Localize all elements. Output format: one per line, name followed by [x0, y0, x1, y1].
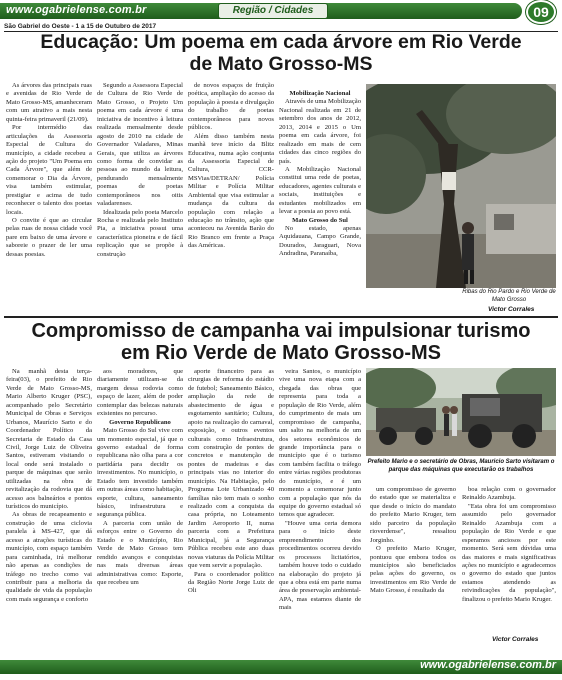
article1-column-3: [188, 82, 274, 314]
article2-column-4: [279, 368, 361, 650]
article2-photo-caption: Prefeito Mario e o secretário de Obras, Mauricio Sarto visitaram o parque das máquinas que executarão os trabalhos: [367, 459, 555, 473]
article2-signature: Victor Corrales: [492, 636, 539, 643]
article1-photo: [366, 84, 556, 288]
paragraph: O prefeito Mario Kruger, pontuou que embora todos os municípios são beneficiados pelas ações do governo, os investimentos em Rio Verde de Mato Grosso, é resultado da: [370, 545, 456, 595]
page-header: [0, 0, 562, 24]
article2-title-line1: Compromisso de campanha vai impulsionar turismo: [31, 320, 531, 342]
subheading: Mato Grosso do Sul: [292, 216, 348, 224]
article1-column-4: [279, 90, 361, 314]
paragraph: As obras de recapeamento e construção de uma ciclovia paralela à MS-427, que dá acesso a atrações turísticas do município, com espaço também para caminhada, irá melhorar não apenas as condições de tráfego no trecho como vai contribuir para a melhoria da qualidade de vida da população com mais segurança e conforto: [6, 511, 92, 603]
paragraph: "Houve uma certa demora para o início deste empreendimento dos procedimentos ocorreu devido os processos licitatórios, também houve todo o cuidado na elaboração do projeto já que a obra está em parte numa área de preservação ambiental-APA, mas estamos diante de mais: [279, 519, 361, 612]
article2-column-3: [188, 368, 274, 650]
paragraph: aporte financeiro para as cirurgias de reforma do estádio de futebol; Saneamento Básico, ampliação da rede de abastecimento de água e esgotamento sanitário; Cultura, apoio na realização do carnaval, exposição, e outros eventos culturais como Infraestrutura, com construção de pontes de concretos e manutenção de pontes de madeiras e das principais vias no interior do município. Na Habitação, pelo Programa Lote Urbanizado 40 famílias não tem mais o sonho realizado com a conquista da casa própria, no Loteamento Jardim Aeroporto II, numa parceria com a Prefeitura Municipal, já a Segurança Pública recebeu este ano duas novas viaturas da Polícia Militar que vem servir a população.: [188, 368, 274, 570]
article1-column-1: [6, 82, 92, 314]
article2-column-2: [97, 368, 183, 650]
paragraph: Mato Grosso do Sul vive com um momento especial, já que o governo estadual de forma republicana não olha para a cor partidária para decidir os investimentos. No município, o Estado tem investido também em outras áreas como habitação, esporte, cultura, saneamento básico, infraestrutura e segurança pública.: [97, 427, 183, 519]
paragraph: O convite é que ao circular pelas ruas de nossa cidade você pare em baixo de uma árvore e saboreie o prazer de ler uma dessas poesias.: [6, 217, 92, 258]
article1-photo-caption: Ribas do Rio Pardo e Rio Verde de Mato Grosso: [462, 289, 556, 303]
paragraph: de novos espaços de fruição poética, ampliação do acesso da população à poesia e divulgação do trabalho de poetas contemporâneos para novos públicos.: [188, 82, 274, 132]
article2-headline: [6, 320, 556, 365]
paragraph: um compromisso de governo do estado que se materializa e que desde o início do mandato do prefeito Mario Kruger, tem sido parceiro da população rioverdense", ressaltou Jorginho.: [370, 486, 456, 544]
subheading: Mobilização Nacional: [289, 90, 351, 97]
paragraph: "Esta obra foi um compromisso assumido pelo governador Reinaldo Azambuja com a população de Rio Verde e que esperamos anciosos por este momento. Será sem dúvidas uma das maiores e mais significativas ações no município e agradecemos o governo do estado que juntos estamos atendendo as reivindicações da população", finalizou o prefeito Mario Kruger.: [462, 502, 556, 603]
paragraph: Na manhã desta terça-feira(03), o prefeito de Rio Verde de Mato Grosso-MS, Mario Alberto Kruger (PSC), acompanhado pelo Secretário Municipal de Obras e Serviços Urbanos, Maurício Sarto e do Coordenador Político da Secretaria de Estado da Casa Civil, Jorge Luiz de Oliveira Santos, estiveram visitando o local onde será instalado o parque de máquinas que serão utilizadas na obra de revitalização da rodovia que dá acesso aos balneários e pontos turísticos do município.: [6, 368, 92, 510]
paragraph: Por intermédio das articulações da Assessoria Especial de Cultura do município, a cidade recebeu a ação do projeto "Um Poema em Cada Árvore", que além de comemorar o Dia da Árvore, visa também estimular, prestigiar e acima de tudo reconhecer o talento dos poetas locais.: [6, 124, 92, 216]
tree-photo-image: [366, 84, 556, 288]
article1-signature: Victor Corrales: [488, 306, 535, 313]
page-number: 09: [526, 0, 556, 24]
article2-title-line2: em Rio Verde de Mato Grosso-MS: [120, 342, 442, 365]
paragraph: As árvores das principais ruas e avenidas de Rio Verde de Mato Grosso-MS, amanheceram com um atrativo a mais nesta quinta-feira primaveril (21/09).: [6, 82, 92, 123]
dateline: São Gabriel do Oeste - 1 a 15 de Outubro de 2017: [4, 23, 157, 30]
paragraph: A parceria com união de esforços entre o Governo do Estado e o Município, Rio Verde de Mato Grosso tem rendido avanços e conquistas nas mais diversas áreas administrativas como: Esporte, que recebeu um: [97, 519, 183, 586]
article1-photo-text: [366, 290, 458, 312]
article2-column-1: [6, 368, 92, 650]
page-footer: [0, 652, 562, 680]
paragraph: Além disso também nesta manhã teve início da Blitz Educativa, numa ação conjunta da Assessoria Especial de Cultura, CCR-MSVias/DETRAN/ Polícia Militar e Polícia Militar Ambiental que visa estimular a mudança da cultura da população com relação a educação no trânsito, ação que aconteceu na Avenida Barão do Rio Branco em frente a Praça das Américas.: [188, 132, 274, 250]
article1-headline: [6, 32, 556, 76]
article2-photo: [366, 368, 556, 456]
paragraph: Para o coordenador político da Região Norte Jorge Luiz de Oli: [188, 570, 274, 595]
section-label: Região / Cidades: [218, 3, 328, 19]
paragraph: Segundo a Assessora Especial de Cultura de Rio Verde de Mato Grosso, o Projeto Um poema em cada árvore é uma iniciativa de incentivo à leitura realizada mensalmente desde agosto de 2010 na cidade de Governador Valadares, Minas Gerais, que utiliza as árvores como forma de convidar as pessoas ao mundo da leitura, pendurando mensalmente poemas de poetas contemporâneos nos oitis valadarenses.: [97, 82, 183, 208]
article2-column-6: [462, 486, 556, 634]
article1-column-2: [97, 82, 183, 314]
subheading: Governo Republicano: [109, 418, 171, 426]
article2-column-5: [370, 486, 456, 650]
paragraph: boa relação com o governador Reinaldo Azambuja.: [462, 486, 556, 502]
paragraph: aos moradores, que diariamente utilizam-se da margem dessa rodovia como espaço de lazer, além de poder contemplar das belezas naturais existentes no percurso.: [97, 368, 183, 418]
article1-title-line1: Educação: Um poema em cada árvore em Rio Verde: [40, 31, 522, 53]
paragraph: Idealizada pelo poeta Marcelo Rocha e realizada pelo Instituto Pia, a iniciativa possui uma característica pioneira e de fácil replicação que se propõe à construção: [97, 208, 183, 258]
article1-title-line2: de Mato Grosso-MS: [189, 52, 373, 75]
paragraph: Através de uma Mobilização Nacional realizada em 21 de setembro dos anos de 2012, 2013, 2014 e 2015 o Um poema em cada árvore, foi realizado em mais de cem cidades das cinco regiões do país.: [279, 98, 361, 165]
paragraph: veira Santos, o município vive uma nova etapa com a chegada das obras que representa para toda a população de Rio Verde, além do cumprimento de mais um compromisso de campanha, um salto na melhoria de um dos setores econômicos de grande importância para o município que é o turismo com também facilita o tráfego entre várias regiões produtoras do município, e é um momento a comemorar junto com a população que nós da equipe do governo estadual só temos que agradecer.: [279, 368, 361, 519]
paragraph: A Mobilização Nacional constitui uma rede de poetas, educadores, agentes culturais e sociais, instituições e estudantes mobilizados em levar a poesia ao povo está.: [279, 165, 361, 216]
footer-site-url: www.ogabrielense.com.br: [420, 659, 556, 671]
divider: [4, 316, 558, 318]
machinery-photo-image: [366, 368, 556, 456]
site-url: www.ogabrielense.com.br: [6, 4, 147, 16]
paragraph: No estado, apenas Aquidauana, Campo Grande, Dourados, Jaraguari, Nova Andradina, Paranaíba,: [279, 225, 361, 258]
